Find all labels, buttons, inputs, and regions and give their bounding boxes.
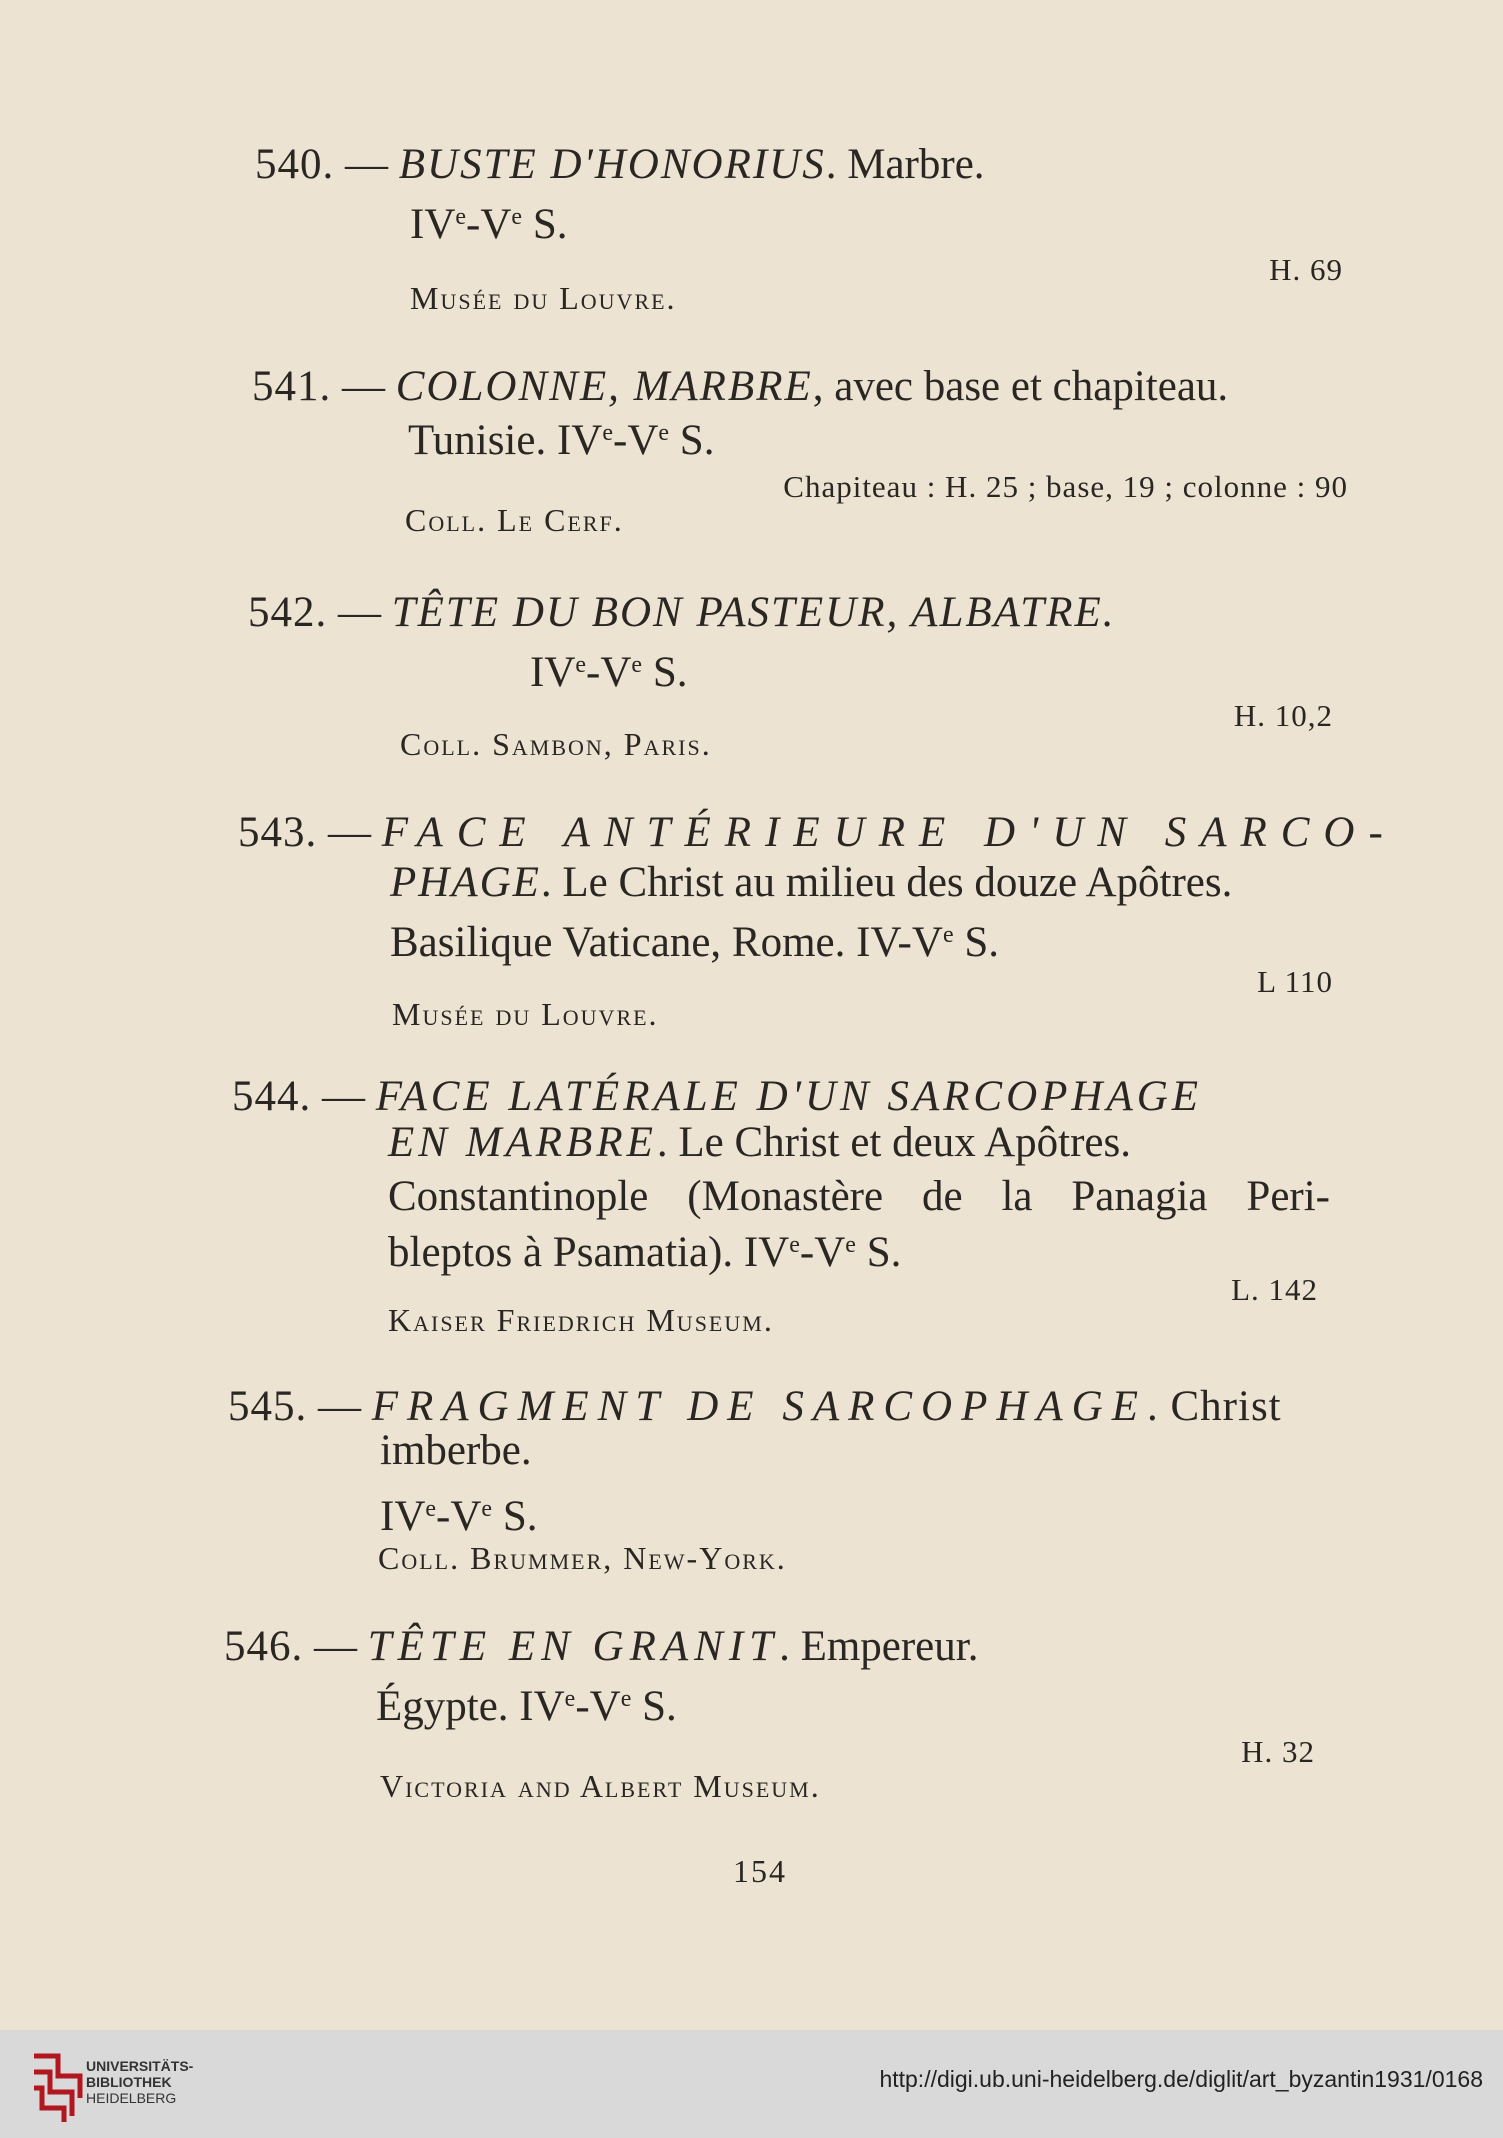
- entry-title: TÊTE EN GRANIT: [367, 1623, 780, 1670]
- entry-location-date: Basilique Vaticane, Rome. IV-Ve S.: [390, 919, 1000, 966]
- page-number: 154: [733, 1853, 787, 1889]
- entry-description: . Le Christ et deux Apôtres.: [656, 1119, 1131, 1166]
- logo-line-3: HEIDELBERG: [86, 2090, 177, 2106]
- entry-dash: —: [314, 1623, 357, 1670]
- entry-dimensions: H. 69: [1269, 252, 1343, 287]
- entry-title: TÊTE DU BON PASTEUR, ALBATRE.: [391, 589, 1116, 636]
- entry-date: IVe-Ve S.: [380, 1493, 538, 1540]
- entry-dash: —: [342, 363, 385, 410]
- entry-collection: Coll. Brummer, New-York.: [378, 1540, 787, 1576]
- entry-collection: Musée du Louvre.: [392, 996, 659, 1032]
- entry-description: . Empereur.: [779, 1623, 979, 1670]
- entry-title: FACE LATÉRALE D'UN SARCOPHAGE: [375, 1073, 1203, 1120]
- entry-location-date: bleptos à Psamatia). IVe-Ve S.: [388, 1229, 902, 1276]
- entry-date: IVe-Ve S.: [530, 649, 688, 696]
- entry-dimensions: L. 142: [1231, 1272, 1318, 1307]
- entry-dimensions: H. 32: [1241, 1734, 1315, 1769]
- entry-title: COLONNE, MARBRE: [395, 363, 813, 410]
- entry-number: 541.: [252, 363, 332, 410]
- entry-title: FACE ANTÉRIEURE D'UN SARCO-: [381, 809, 1397, 856]
- entry-description-cont: imberbe.: [380, 1427, 532, 1474]
- entry-dash: —: [322, 1073, 365, 1120]
- entry-collection: Coll. Sambon, Paris.: [400, 726, 712, 762]
- entry-collection: Coll. Le Cerf.: [405, 502, 624, 538]
- logo-line-1: UNIVERSITÄTS-: [86, 2058, 194, 2074]
- entry-collection: Kaiser Friedrich Museum.: [388, 1302, 774, 1338]
- entry-number: 540.: [255, 141, 335, 188]
- entry-description: , avec base et chapiteau.: [812, 363, 1229, 410]
- logo-line-2: BIBLIOTHEK: [86, 2074, 172, 2090]
- entry-description: . Marbre.: [825, 141, 985, 188]
- entry-location: Constantinople (Monastère de la Panagia Peri-: [388, 1173, 1330, 1220]
- entry-title: FRAGMENT DE SARCOPHAGE: [371, 1383, 1147, 1430]
- entry-collection: Victoria and Albert Museum.: [380, 1768, 821, 1804]
- entry-date: IVe-Ve S.: [410, 201, 568, 248]
- entry-number: 544.: [232, 1073, 312, 1120]
- entry-number: 545.: [228, 1383, 308, 1430]
- entry-number: 543.: [238, 809, 318, 856]
- entry-title-cont: EN MARBRE: [388, 1119, 657, 1166]
- library-logo-text[interactable]: [86, 2058, 226, 2106]
- entry-dimensions: H. 10,2: [1233, 698, 1333, 733]
- entry-origin-date: Tunisie. IVe-Ve S.: [408, 417, 715, 464]
- entry-collection: Musée du Louvre.: [410, 280, 677, 316]
- entry-dash: —: [345, 141, 388, 188]
- entry-dash: —: [338, 589, 381, 636]
- entry-number: 542.: [248, 589, 328, 636]
- permalink-url[interactable]: http://digi.ub.uni-heidelberg.de/diglit/art_byzantin1931/0168: [879, 2066, 1483, 2092]
- entry-number: 546.: [224, 1623, 304, 1670]
- library-logo-icon[interactable]: [28, 2046, 86, 2126]
- entry-dimensions: Chapiteau : H. 25 ; base, 19 ; colonne : 90: [783, 469, 1348, 504]
- entry-description: . Le Christ au milieu des douze Apôtres.: [540, 859, 1233, 906]
- library-footer-bar: [0, 2030, 1503, 2138]
- entry-dimensions: L 110: [1257, 964, 1333, 999]
- entry-title: BUSTE D'HONORIUS: [398, 141, 826, 188]
- entry-title-cont: PHAGE: [390, 859, 541, 906]
- entry-origin-date: Égypte. IVe-Ve S.: [376, 1683, 677, 1730]
- entry-dash: —: [318, 1383, 361, 1430]
- entry-dash: —: [328, 809, 371, 856]
- entry-description: . Christ: [1147, 1383, 1282, 1430]
